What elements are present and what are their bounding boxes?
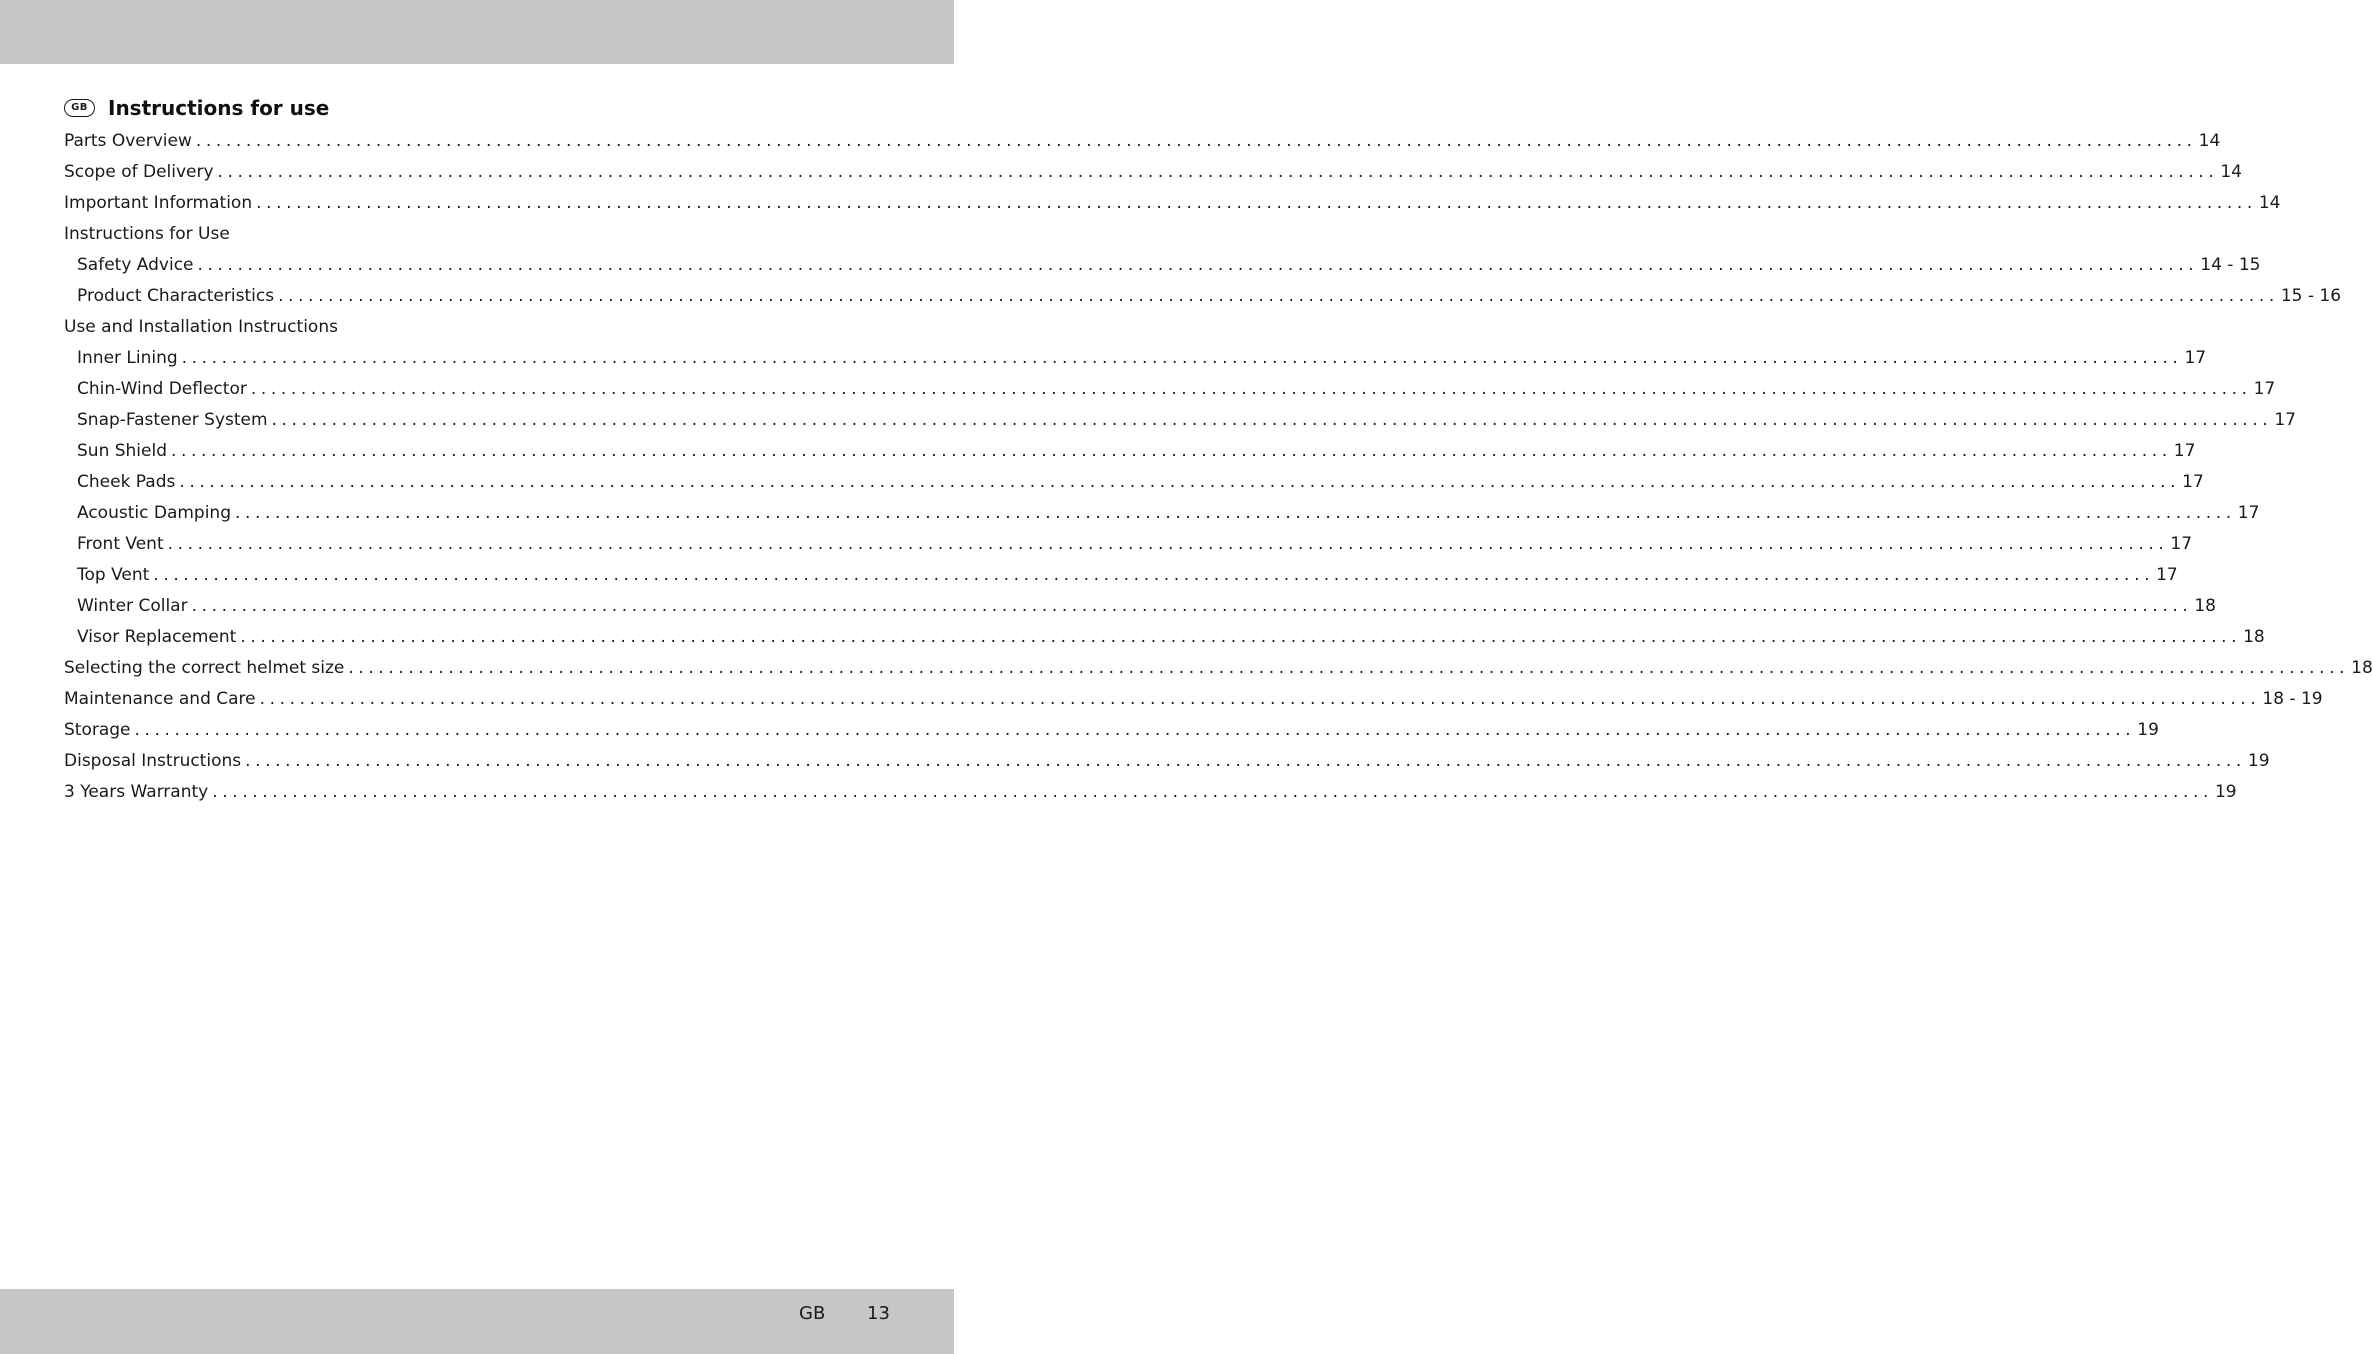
footer-language: GB: [799, 1303, 826, 1324]
toc-entry-page: 14: [2258, 192, 2281, 213]
toc-entry[interactable]: [64, 249, 2261, 280]
toc-entry-label: Sun Shield: [77, 440, 168, 461]
toc-dot-leader: ........................................................................................................................................................................................................: [245, 750, 2246, 771]
toc-entry-page: 18: [2243, 626, 2265, 647]
toc-dot-leader: ........................................................................................................................................................................................................: [259, 688, 2261, 709]
toc-entry-label: Top Vent: [77, 564, 150, 585]
toc-dot-leader: ........................................................................................................................................................................................................: [179, 471, 2181, 492]
table-of-contents: [64, 125, 2373, 807]
toc-entry-label: Acoustic Damping: [77, 502, 231, 523]
toc-dot-leader: ........................................................................................................................................................................................................: [235, 502, 2236, 523]
toc-entry-page: 17: [2274, 409, 2296, 430]
toc-entry[interactable]: [64, 373, 2276, 404]
toc-dot-leader: ........................................................................................................................................................................................................: [348, 657, 2350, 678]
toc-entry-label: Disposal Instructions: [64, 750, 242, 771]
toc-entry-label: Important Information: [64, 192, 253, 213]
toc-entry-page: 14 - 15: [2200, 254, 2261, 275]
page-title: Instructions for use: [108, 96, 330, 120]
toc-entry[interactable]: [64, 683, 2323, 714]
language-badge-icon: GB: [64, 99, 95, 117]
toc-entry[interactable]: [64, 559, 2178, 590]
toc-dot-leader: ........................................................................................................................................................................................................: [181, 347, 2183, 368]
toc-entry-label: Selecting the correct helmet size: [64, 657, 345, 678]
toc-entry[interactable]: [64, 714, 2159, 745]
toc-dot-leader: ........................................................................................................................................................................................................: [271, 409, 2273, 430]
toc-entry[interactable]: [64, 621, 2265, 652]
toc-entry[interactable]: [64, 497, 2260, 528]
toc-dot-leader: ........................................................................................................................................................................................................: [197, 254, 2199, 275]
toc-entry-page: 17: [2170, 533, 2193, 554]
toc-entry-page: 14: [2198, 130, 2221, 151]
toc-entry-page: 17: [2173, 440, 2196, 461]
toc-entry[interactable]: [64, 528, 2193, 559]
toc-entry[interactable]: [64, 745, 2270, 776]
header-band: [0, 0, 954, 64]
toc-entry-page: 17: [2237, 502, 2260, 523]
toc-entry-page: 17: [2253, 378, 2276, 399]
toc-dot-leader: ........................................................................................................................................................................................................: [191, 595, 2193, 616]
toc-dot-leader: ........................................................................................................................................................................................................: [256, 192, 2257, 213]
toc-entry-page: 19: [2137, 719, 2159, 740]
toc-entry-page: 17: [2156, 564, 2178, 585]
footer-page-number: 13: [867, 1303, 890, 1324]
toc-entry-label: Product Characteristics: [77, 285, 275, 306]
toc-entry-label: Parts Overview: [64, 130, 192, 151]
toc-dot-leader: ........................................................................................................................................................................................................: [195, 130, 2197, 151]
toc-entry[interactable]: [64, 466, 2204, 497]
toc-entry[interactable]: [64, 280, 2342, 311]
toc-dot-leader: ........................................................................................................................................................................................................: [250, 378, 2252, 399]
toc-entry-label: Use and Installation Instructions: [64, 316, 338, 337]
toc-entry-label: 3 Years Warranty: [64, 781, 209, 802]
toc-entry[interactable]: [64, 218, 886, 249]
toc-entry[interactable]: [64, 435, 2196, 466]
toc-dot-leader: ........................................................................................................................................................................................................: [171, 440, 2172, 461]
toc-dot-leader: ........................................................................................................................................................................................................: [212, 781, 2213, 802]
section-heading: [64, 94, 329, 122]
toc-entry-label: Storage: [64, 719, 131, 740]
toc-entry-label: Scope of Delivery: [64, 161, 214, 182]
toc-entry-label: Snap-Fastener System: [77, 409, 268, 430]
toc-entry-label: Visor Replacement: [77, 626, 237, 647]
toc-dot-leader: ........................................................................................................................................................................................................: [153, 564, 2155, 585]
toc-entry[interactable]: [64, 187, 2281, 218]
toc-entry-label: Chin-Wind Deflector: [77, 378, 247, 399]
toc-dot-leader: ........................................................................................................................................................................................................: [217, 161, 2219, 182]
toc-dot-leader: ........................................................................................................................................................................................................: [278, 285, 2279, 306]
toc-entry[interactable]: [64, 156, 2242, 187]
toc-entry-page: 18: [2194, 595, 2216, 616]
toc-entry-label: Inner Lining: [77, 347, 178, 368]
toc-entry-page: 14: [2220, 161, 2242, 182]
toc-dot-leader: ........................................................................................................................................................................................................: [240, 626, 2242, 647]
toc-entry[interactable]: [64, 311, 886, 342]
toc-dot-leader: ........................................................................................................................................................................................................: [167, 533, 2169, 554]
toc-entry-label: Front Vent: [77, 533, 164, 554]
toc-entry[interactable]: [64, 125, 2221, 156]
toc-entry-label: Maintenance and Care: [64, 688, 256, 709]
toc-entry-label: Cheek Pads: [77, 471, 176, 492]
toc-entry[interactable]: [64, 652, 2373, 683]
toc-entry-label: Instructions for Use: [64, 223, 230, 244]
toc-entry[interactable]: [64, 404, 2296, 435]
toc-entry-page: 19: [2214, 781, 2237, 802]
toc-entry-page: 19: [2247, 750, 2270, 771]
toc-entry-page: 18 - 19: [2262, 688, 2323, 709]
toc-entry-page: 17: [2184, 347, 2207, 368]
toc-entry-page: 17: [2182, 471, 2204, 492]
toc-dot-leader: ........................................................................................................................................................................................................: [134, 719, 2136, 740]
toc-entry-label: Winter Collar: [77, 595, 188, 616]
toc-entry-page: 15 - 16: [2280, 285, 2342, 306]
toc-entry[interactable]: [64, 776, 2237, 807]
toc-entry-label: Safety Advice: [77, 254, 194, 275]
toc-entry[interactable]: [64, 342, 2207, 373]
toc-entry[interactable]: [64, 590, 2216, 621]
toc-entry-page: 18: [2351, 657, 2373, 678]
